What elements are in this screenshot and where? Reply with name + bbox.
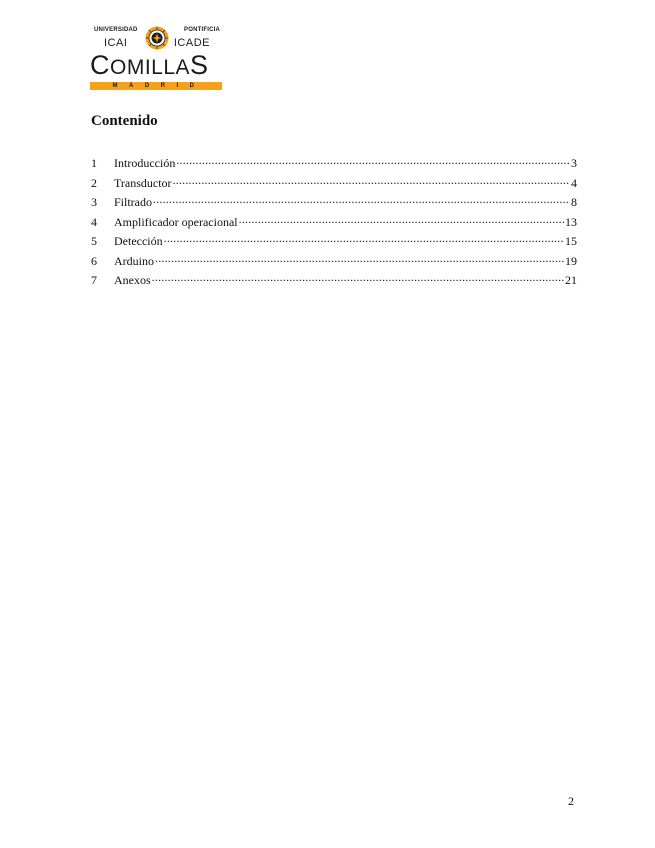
toc-dot-leader bbox=[176, 155, 570, 167]
toc-entry-title: Filtrado bbox=[114, 195, 152, 209]
toc-entry-number: 5 bbox=[91, 234, 97, 248]
logo-text-universidad: UNIVERSIDAD bbox=[94, 27, 138, 33]
toc-entry-number: 2 bbox=[91, 175, 97, 190]
toc-entry-title: Anexos bbox=[114, 273, 151, 287]
logo-wordmark bbox=[90, 51, 222, 82]
toc-entry-filtrado[interactable] bbox=[91, 193, 577, 213]
toc-entry-page: 21 bbox=[565, 273, 577, 287]
toc-heading: Contenido bbox=[91, 113, 158, 129]
logo-wordmark-last: S bbox=[190, 50, 209, 80]
logo-city-bar: MADRID bbox=[90, 82, 222, 90]
toc-entry-title: Transductor bbox=[114, 175, 172, 190]
toc-entry-page: 19 bbox=[565, 253, 577, 268]
logo-top-row bbox=[90, 26, 222, 52]
toc-entry-title: Amplificador operacional bbox=[114, 214, 238, 229]
table-of-contents bbox=[91, 154, 577, 291]
toc-entry-title: Introducción bbox=[114, 156, 176, 170]
toc-entry-deteccion[interactable] bbox=[91, 232, 577, 252]
toc-dot-leader bbox=[239, 214, 564, 226]
logo-text-pontificia: PONTIFICIA bbox=[184, 27, 220, 33]
toc-entry-amplificador-operacional[interactable] bbox=[91, 213, 577, 233]
logo-text-icai: ICAI bbox=[104, 37, 128, 49]
toc-entry-number: 6 bbox=[91, 253, 97, 268]
toc-entry-title: Arduino bbox=[114, 253, 154, 268]
university-logo bbox=[90, 26, 222, 92]
toc-entry-number: 7 bbox=[91, 273, 97, 287]
toc-entry-page: 8 bbox=[571, 195, 577, 209]
logo-text-icade: ICADE bbox=[173, 37, 210, 49]
toc-dot-leader bbox=[164, 233, 564, 245]
toc-entry-transductor[interactable] bbox=[91, 174, 577, 194]
toc-dot-leader bbox=[152, 272, 564, 284]
logo-wordmark-first: C bbox=[90, 50, 110, 80]
toc-dot-leader bbox=[173, 175, 570, 187]
toc-entry-number: 3 bbox=[91, 195, 97, 209]
university-seal-icon bbox=[145, 26, 169, 50]
toc-entry-page: 4 bbox=[571, 175, 577, 190]
toc-dot-leader bbox=[153, 194, 570, 206]
logo-wordmark-middle: OMILLA bbox=[110, 56, 191, 79]
toc-entry-title: Detección bbox=[114, 234, 163, 248]
toc-entry-page: 13 bbox=[565, 214, 577, 229]
toc-entry-number: 4 bbox=[91, 214, 97, 229]
toc-entry-anexos[interactable] bbox=[91, 271, 577, 291]
toc-entry-introduccion[interactable] bbox=[91, 154, 577, 174]
toc-entry-page: 15 bbox=[565, 234, 577, 248]
toc-entry-page: 3 bbox=[571, 156, 577, 170]
toc-entry-number: 1 bbox=[91, 156, 97, 170]
toc-dot-leader bbox=[155, 253, 564, 265]
toc-entry-arduino[interactable] bbox=[91, 252, 577, 272]
page-number: 2 bbox=[568, 794, 574, 808]
